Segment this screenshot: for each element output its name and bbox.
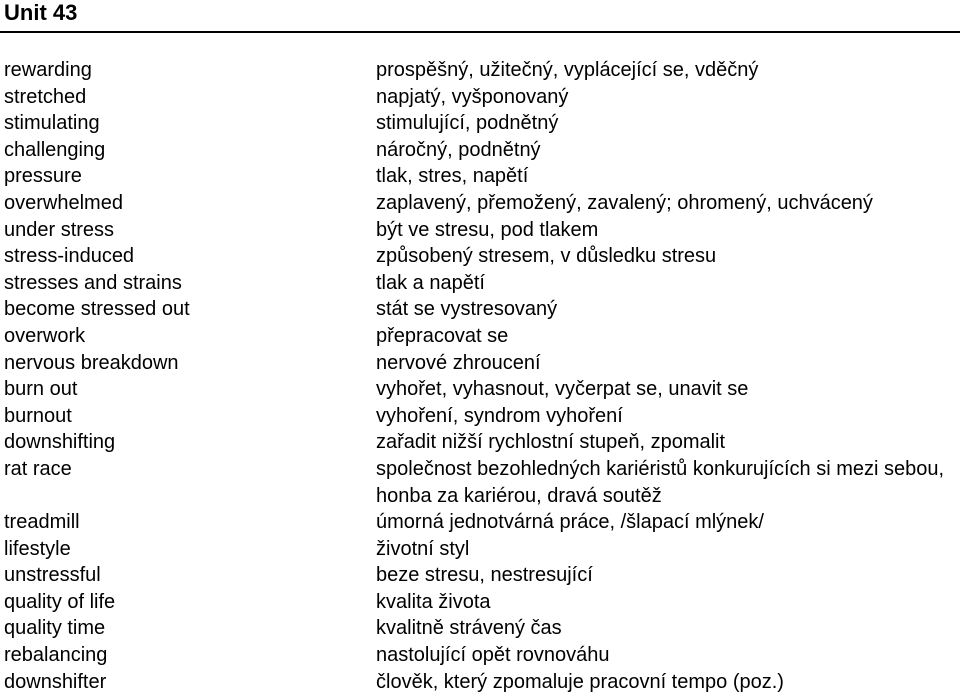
vocab-row — [0, 323, 960, 350]
czech-translation: tlak, stres, napětí — [376, 165, 529, 188]
czech-translation: nervové zhroucení — [376, 351, 541, 374]
english-term: downshifting — [4, 431, 116, 454]
czech-translation: kvalitně strávený čas — [376, 617, 562, 640]
english-term: challenging — [4, 138, 106, 161]
czech-translation: úmorná jednotvárná práce, /šlapací mlýnek/ — [376, 511, 764, 534]
english-term: under stress — [4, 218, 115, 241]
vocab-row — [0, 509, 960, 536]
english-term: stress-induced — [4, 245, 135, 268]
english-term: treadmill — [4, 511, 80, 534]
vocab-row — [0, 217, 960, 244]
czech-translation: náročný, podnětný — [376, 138, 541, 161]
english-term: overwork — [4, 324, 86, 347]
czech-translation: vyhořet, vyhasnout, vyčerpat se, unavit se — [376, 378, 749, 401]
english-term: burnout — [4, 404, 72, 427]
vocab-row — [0, 137, 960, 164]
vocab-row — [0, 615, 960, 642]
english-term: become stressed out — [4, 298, 190, 321]
czech-translation: tlak a napětí — [376, 271, 485, 294]
english-term: burn out — [4, 378, 78, 401]
vocab-row — [0, 57, 960, 84]
vocab-row — [0, 84, 960, 111]
english-term: downshifter — [4, 670, 107, 693]
czech-translation: beze stresu, nestresující — [376, 564, 593, 587]
vocab-row — [0, 270, 960, 297]
english-term: pressure — [4, 165, 82, 188]
vocab-row — [0, 110, 960, 137]
vocab-row — [0, 190, 960, 217]
vocab-row — [0, 243, 960, 270]
english-term: quality time — [4, 617, 106, 640]
english-term: unstressful — [4, 564, 101, 587]
english-term: quality of life — [4, 590, 116, 613]
english-term: stimulating — [4, 112, 100, 135]
czech-translation: prospěšný, užitečný, vyplácející se, vděčný — [376, 59, 759, 81]
vocab-row — [0, 562, 960, 589]
czech-translation: zaplavený, přemožený, zavalený; ohromený, uchvácený — [376, 191, 873, 214]
czech-translation: napjatý, vyšponovaný — [376, 85, 569, 108]
vocab-row — [0, 429, 960, 456]
czech-translation: vyhoření, syndrom vyhoření — [376, 404, 623, 427]
english-term: lifestyle — [4, 537, 71, 560]
czech-translation: člověk, který zpomaluje pracovní tempo (poz.) — [376, 670, 784, 693]
czech-translation: životní styl — [376, 537, 470, 560]
vocab-row — [0, 296, 960, 323]
title-divider — [0, 31, 960, 33]
czech-translation: stát se vystresovaný — [376, 298, 558, 321]
vocab-row — [0, 163, 960, 190]
vocab-row — [0, 456, 960, 509]
vocab-row — [0, 642, 960, 669]
vocab-row — [0, 536, 960, 563]
czech-translation: způsobený stresem, v důsledku stresu — [376, 245, 717, 268]
vocab-row — [0, 589, 960, 616]
czech-translation: kvalita života — [376, 590, 491, 613]
czech-translation: přepracovat se — [376, 324, 509, 347]
english-term: nervous breakdown — [4, 351, 179, 374]
czech-translation: stimulující, podnětný — [376, 112, 559, 135]
english-term: stresses and strains — [4, 271, 182, 294]
unit-title: Unit 43 — [4, 0, 78, 25]
czech-translation: společnost bezohledných kariéristů konkurujících si mezi sebou, honba za kariérou, dravá soutěž — [376, 457, 945, 507]
vocab-row — [0, 376, 960, 403]
english-term: rebalancing — [4, 644, 108, 667]
vocabulary-list — [0, 57, 960, 694]
english-term: stretched — [4, 85, 87, 108]
vocab-row — [0, 350, 960, 377]
vocab-row — [0, 669, 960, 694]
english-term: rat race — [4, 457, 72, 480]
english-term: rewarding — [4, 59, 92, 81]
czech-translation: nastolující opět rovnováhu — [376, 644, 610, 667]
czech-translation: být ve stresu, pod tlakem — [376, 218, 599, 241]
czech-translation: zařadit nižší rychlostní stupeň, zpomalit — [376, 431, 726, 454]
vocab-row — [0, 403, 960, 430]
english-term: overwhelmed — [4, 191, 123, 214]
